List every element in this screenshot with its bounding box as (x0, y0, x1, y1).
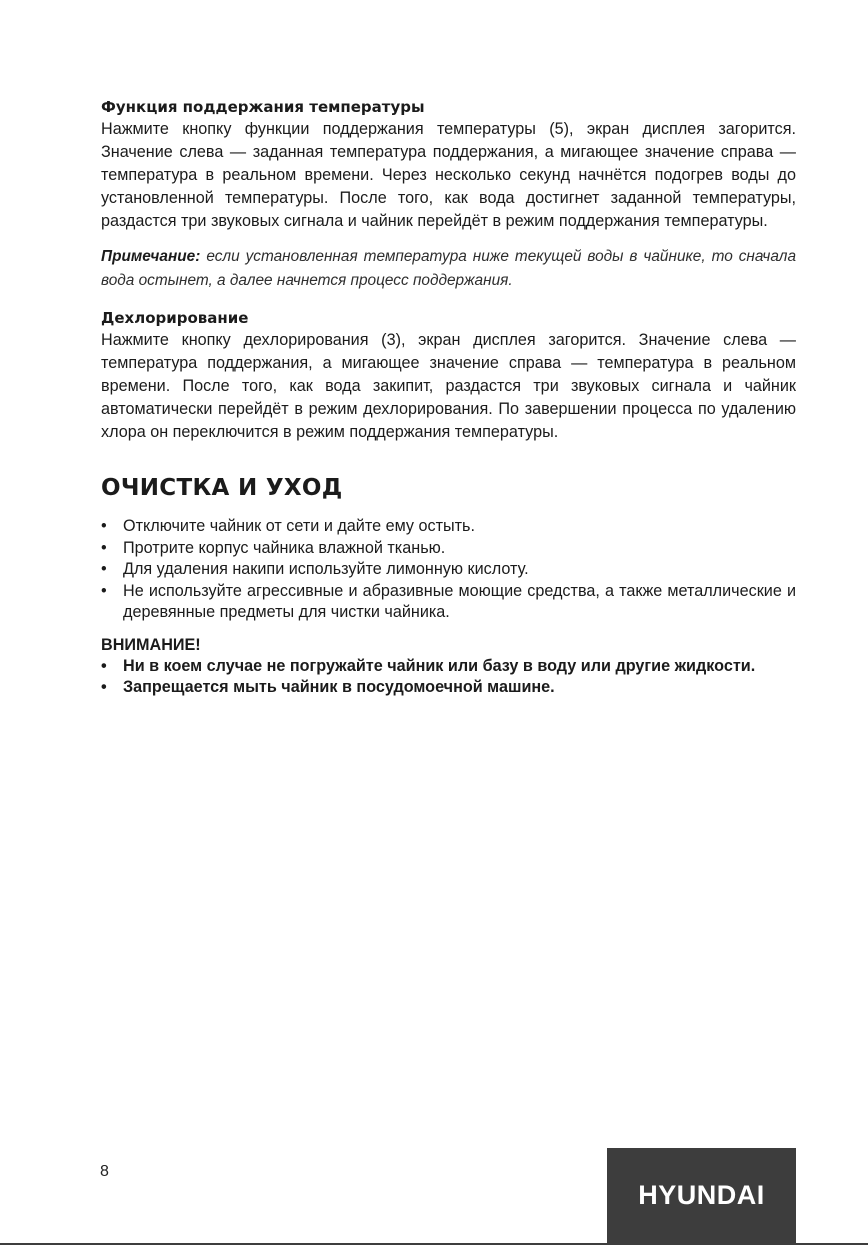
cleaning-title: ОЧИСТКА И УХОД (101, 475, 343, 501)
note-text: если установленная температура ниже текущей воды в чайнике, то сначала вода остынет, а далее начнется процесс поддержания. (101, 248, 796, 289)
keep-warm-heading: Функция поддержания температуры (101, 98, 425, 116)
bullet-icon: • (101, 581, 107, 600)
bullet-icon: • (101, 560, 107, 578)
list-item: • Ни в коем случае не погружайте чайник или базу в воду или другие жидкости. (101, 656, 796, 678)
page-number: 8 (100, 1163, 109, 1180)
dechlorination-heading: Дехлорирование (101, 309, 249, 327)
note-label: Примечание: (101, 248, 201, 265)
note-paragraph (101, 245, 796, 293)
warning-title: ВНИМАНИЕ! (101, 635, 201, 654)
list-item: • Протрите корпус чайника влажной тканью. (101, 538, 796, 560)
bullet-icon: • (101, 517, 107, 535)
dechlorination-section (101, 307, 796, 444)
dechlorination-text: Нажмите кнопку дехлорирования (3), экран дисплея загорится. Значение слева — температура поддержания, а мигающее значение справа — температура в реальном времени. После того, как вода закипит, раздастся три звуковых сигнала и чайник автоматически перейдёт в режим дехлорирования. По завершении процесса по удалению хлора он переключится в режим поддержания температуры. (101, 331, 796, 441)
bullet-icon: • (101, 678, 107, 696)
bullet-icon: • (101, 538, 107, 557)
list-item: • Не используйте агрессивные и абразивные моющие средства, а также металлические и деревянные предметы для чистки чайника. (101, 581, 796, 621)
brand-logo (607, 1148, 796, 1243)
list-item: • Для удаления накипи используйте лимонную кислоту. (101, 559, 796, 581)
cleaning-list (101, 516, 796, 624)
bottom-rule (0, 1243, 868, 1245)
page-content (101, 96, 796, 699)
brand-text: HYUNDAI (638, 1180, 765, 1210)
list-item: • Запрещается мыть чайник в посудомоечной машине. (101, 677, 796, 699)
keep-warm-text: Нажмите кнопку функции поддержания температуры (5), экран дисплея загорится. Значение слева — заданная температура поддержания, а мигающее значение справа — температура в реальном времени. Через несколько секунд начнётся подогрев воды до установленной температуры. После того, как вода достигнет заданной температуры, раздастся три звуковых сигнала и чайник перейдёт в режим поддержания температуры. (101, 120, 796, 230)
list-item: • Отключите чайник от сети и дайте ему остыть. (101, 516, 796, 538)
warning-list (101, 656, 796, 699)
keep-warm-section (101, 96, 796, 233)
bullet-icon: • (101, 656, 107, 675)
